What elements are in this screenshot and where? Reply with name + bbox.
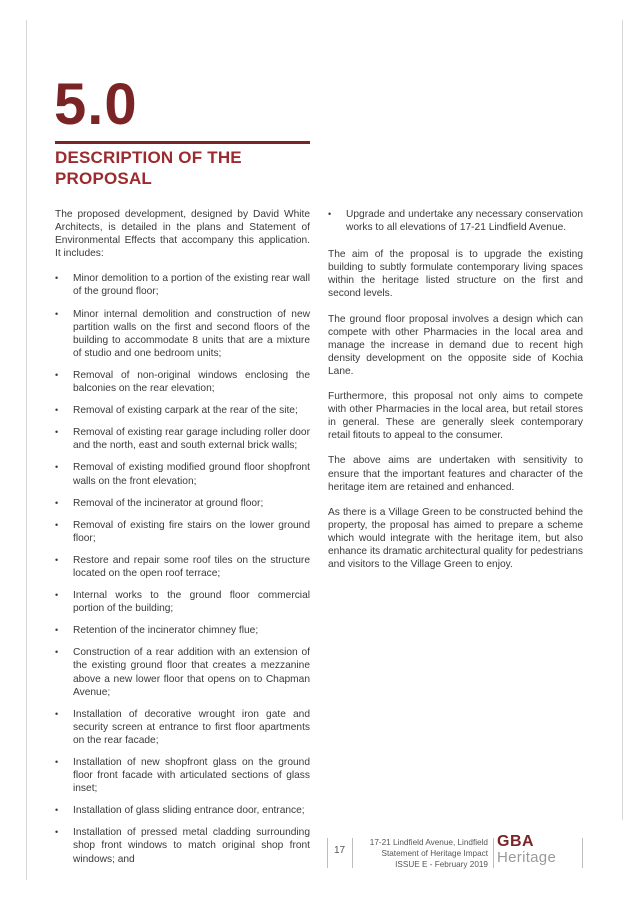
list-item: • Installation of pressed metal cladding surrounding shop front windows to match original shop front windows; and (55, 826, 310, 865)
list-item: • Retention of the incinerator chimney flue; (55, 624, 310, 637)
footer-divider (352, 838, 353, 868)
proposal-works-list-continued (328, 208, 583, 234)
section-number: 5.0 (54, 72, 138, 137)
list-item: • Removal of non-original windows enclosing the balconies on the rear elevation; (55, 369, 310, 395)
logo-wordmark-top: GBA (497, 833, 535, 850)
list-item: • Installation of glass sliding entrance door, entrance; (55, 804, 310, 817)
body-paragraph: The aim of the proposal is to upgrade the existing building to subtly formulate contemporary living spaces within the heritage listed structure on the first and second levels. (328, 249, 583, 300)
list-item: • Removal of existing carpark at the rear of the site; (55, 404, 310, 417)
proposal-works-list (55, 272, 310, 865)
gba-heritage-logo (497, 834, 556, 865)
body-paragraph: The above aims are undertaken with sensitivity to ensure that the important features and character of the heritage item are retained and enhanced. (328, 455, 583, 493)
section-title-line1: DESCRIPTION OF THE (55, 148, 242, 167)
list-item: • Removal of existing fire stairs on the lower ground floor; (55, 519, 310, 545)
footer-divider (582, 838, 583, 868)
list-item: • Removal of existing rear garage including roller door and the north, east and south external brick walls; (55, 426, 310, 452)
list-item: • Installation of decorative wrought iron gate and security screen at entrance to first floor apartments on the rear facade; (55, 708, 310, 747)
body-paragraph: As there is a Village Green to be constructed behind the property, the proposal has aimed to prepare a scheme which would integrate with the heritage item, but also enhance its dramatic architectural quality for pedestrians and visitors to the Village Green to enjoy. (328, 506, 583, 571)
left-column (55, 208, 310, 875)
section-title-line2: PROPOSAL (55, 169, 153, 188)
title-rule (55, 141, 310, 144)
footer-report-title: Statement of Heritage Impact (381, 849, 488, 858)
page-number: 17 (334, 845, 346, 856)
list-item: • Removal of the incinerator at ground floor; (55, 497, 310, 510)
list-item: • Construction of a rear addition with an extension of the existing ground floor that creates a mezzanine above a new lower floor that opens on to Chapman Avenue; (55, 646, 310, 698)
list-item: • Upgrade and undertake any necessary conservation works to all elevations of 17-21 Lindfield Avenue. (328, 208, 583, 234)
right-column (328, 208, 583, 583)
footer-divider (327, 838, 328, 868)
section-title (55, 147, 315, 189)
body-paragraph: Furthermore, this proposal not only aims to compete with other Pharmacies in the local area, but retail stores in general. These are generally sleek contemporary retail fitouts to appeal to the consumer. (328, 391, 583, 442)
list-item: • Removal of existing modified ground floor shopfront walls on the front elevation; (55, 461, 310, 487)
footer-document-info (355, 837, 488, 870)
list-item: • Minor demolition to a portion of the existing rear wall of the ground floor; (55, 272, 310, 298)
list-item: • Installation of new shopfront glass on the ground floor front facade with articulated sections of glass inset; (55, 756, 310, 795)
list-item: • Restore and repair some roof tiles on the structure located on the open roof terrace; (55, 554, 310, 580)
list-item: • Minor internal demolition and construction of new partition walls on the first and second floors of the building to accommodate 8 units that are a mixture of studio and one bedroom units; (55, 308, 310, 360)
list-item: • Internal works to the ground floor commercial portion of the building; (55, 589, 310, 615)
footer-issue: ISSUE E - February 2019 (395, 860, 488, 869)
margin-guide-left (26, 20, 27, 880)
intro-paragraph: The proposed development, designed by David White Architects, is detailed in the plans and Statement of Environmental Effects that accompany this application. It includes: (55, 209, 310, 260)
footer-divider (493, 838, 494, 868)
footer-address: 17-21 Lindfield Avenue, Lindfield (369, 838, 488, 847)
margin-guide-right (622, 20, 623, 820)
body-paragraph: The ground floor proposal involves a design which can compete with other Pharmacies in the local area and manage the increase in demand due to recent high density development on the opposite side of Kochia Lane. (328, 313, 583, 377)
logo-wordmark-bottom: Heritage (497, 849, 557, 866)
